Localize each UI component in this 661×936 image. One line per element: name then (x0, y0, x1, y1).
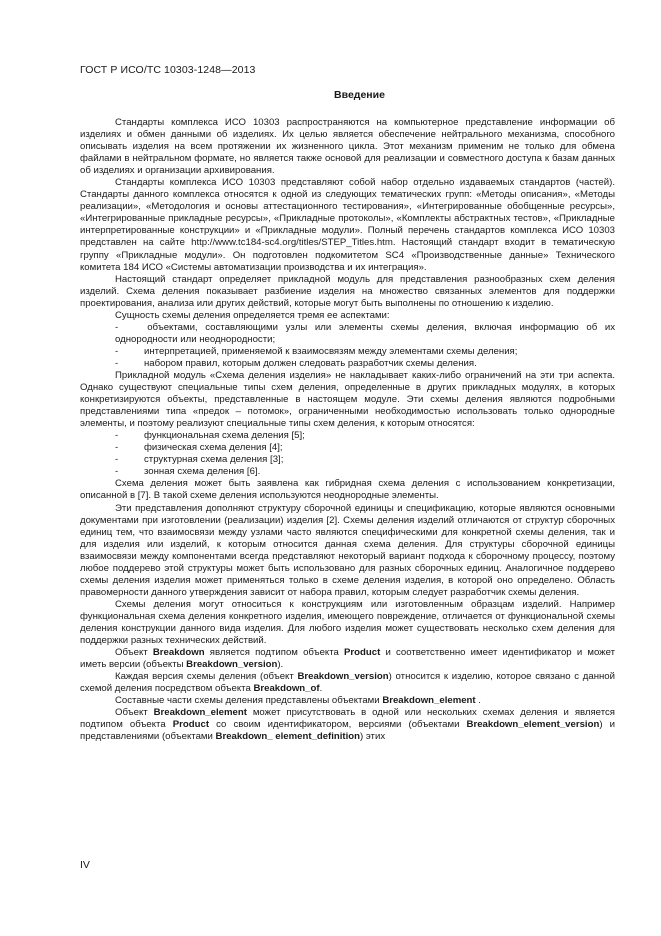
section-title: Введение (334, 89, 385, 101)
entity-name: Breakdown_version (186, 659, 278, 671)
standard-header: ГОСТ Р ИСО/ТС 10303-1248—2013 (80, 64, 256, 76)
paragraph-breakdown-element: Составные части схемы деления представлены объектами Breakdown_element . (115, 695, 481, 707)
entity-name: Breakdown (152, 647, 205, 659)
list-dash: - (115, 466, 119, 478)
entity-name: Breakdown_version (297, 671, 389, 683)
list-item: - набором правил, которым должен следовать разработчик схемы деления. (115, 357, 477, 369)
paragraph: Прикладной модуль «Схема деления изделия» не накладывает каких-либо ограничений на эти три аспекта. Однако существуют специальные типы схем деления, определенные в других прикладных модулях, в которых конкретизируются объекты, представленные в настоящем модуле. Эти схемы деления являются подробными представлениями типа «предок – потомок», ограниченными необходимостью использовать только однородные элементы, и поэтому реализуют специальные типы схем деления, к которым относятся: (80, 369, 615, 430)
paragraph: Сущность схемы деления определяется тремя ее аспектами: (115, 309, 390, 321)
page-number: IV (80, 859, 90, 871)
paragraph-breakdown-version: Каждая версия схемы деления (объект Breakdown_version) относится к изделию, которое связано с данной схемой деления посредством объекта Breakdown_of. (80, 671, 615, 695)
entity-name: Breakdown_element (153, 707, 247, 719)
list-dash: - (115, 454, 119, 466)
list-dash: - (115, 430, 119, 442)
entity-name: Breakdown_element_version (466, 719, 600, 731)
entity-name: Breakdown_element (382, 695, 476, 707)
paragraph: Стандарты комплекса ИСО 10303 распространяются на компьютерное представление информации об изделиях и обмен данными об изделиях. Их целью является обеспечение нейтрального механизма, способного описывать изделия на всем протяжении их жизненного цикла. Этот механизм применим не только для обмена файлами в нейтральном формате, но является также основой для реализации и совместного доступа к базам данных об изделиях и организации архивирования. (80, 117, 615, 177)
paragraph-breakdown-element-detail: Объект Breakdown_element может присутствовать в одной или нескольких схемах деления и является подтипом объекта Product со своим идентификатором, версиями (объектами Breakdown_element_version) и представлениями (объектами Breakdown_ element_definition) этих (80, 707, 615, 743)
entity-name: Breakdown_ element_definition (215, 731, 361, 743)
paragraph: Эти представления дополняют структуру сборочной единицы и спецификацию, которые являются основными документами при изготовлении (реализации) изделия [2]. Схемы деления изделий отличаются от структур сборочных единиц тем, что взаимосвязи между узлами часто являются специфическими для конкретной схемы деления, так и для изделия или изделий, к которым относится данная схема деления. Для структуры сборочной единицы взаимосвязи между компонентами всегда представляют некоторый вариант подхода к сборочному процессу, поэтому любое поддерево этой структуры может быть использовано для разных сборочных единиц. Аналогичное поддерево схемы деления изделия может применяться только в схеме деления изделия, в которой оно определено. Область правомерности данного утверждения зависит от набора правил, которым следует разработчик схемы деления. (80, 502, 615, 598)
entity-name: Breakdown_of (253, 683, 320, 695)
document-body (80, 117, 615, 743)
list-item: - структурная схема деления [3]; (115, 454, 284, 466)
list-item: - функциональная схема деления [5]; (115, 430, 305, 442)
paragraph: Схемы деления могут относиться к конструкциям или изготовленным образцам изделий. Например функциональная схема деления конкретного изделия, имеющего повреждение, отличается от функциональной схемы деления конструкции данного вида изделия. Для любого изделия может существовать несколько схем деления для поддержки разных технических действий. (80, 598, 615, 647)
entity-name: Product (344, 647, 381, 659)
list-item: - интерпретацией, применяемой к взаимосвязям между элементами схемы деления; (115, 345, 518, 357)
paragraph-breakdown: Объект Breakdown является подтипом объекта Product и соответственно имеет идентификатор и может иметь версии (объекты Breakdown_version). (80, 647, 616, 671)
paragraph: Схема деления может быть заявлена как гибридная схема деления с использованием конкретизации, описанной в [7]. В такой схеме деления используются неоднородные элементы. (80, 478, 615, 502)
paragraph: Стандарты комплекса ИСО 10303 представляют собой набор отдельно издаваемых стандартов (частей). Стандарты данного комплекса относятся к одной из следующих тематических групп: «Методы описания», «Методы реализации», «Методология и основы аттестационного тестирования», «Интегрированные обобщенные ресурсы», «Интегрированные прикладные ресурсы», «Прикладные протоколы», «Комплекты абстрактных тестов», «Прикладные интерпретированные конструкции» и «Прикладные модули». Полный перечень стандартов комплекса ИСО 10303 представлен на сайте http://www.tc184-sc4.org/titles/STEP_Titles.htm. Настоящий стандарт входит в тематическую группу «Прикладные модули». Он подготовлен подкомитетом SC4 «Производственные данные» Технического комитета 184 ИСО «Системы автоматизации производства и их интеграция». (80, 177, 615, 273)
list-dash: - (115, 345, 119, 357)
list-item: - физическая схема деления [4]; (115, 442, 283, 454)
list-dash: - (115, 357, 119, 369)
list-item: - зонная схема деления [6]. (115, 466, 261, 478)
paragraph: Настоящий стандарт определяет прикладной модуль для представления разнообразных схем деления изделий. Схема деления показывает разбиение изделия на множество связанных элементов для поддержки проектирования, анализа или других действий, которые могут быть выполнены по отношению к изделию. (80, 273, 615, 309)
list-dash: - (115, 442, 119, 454)
list-item: - объектами, составляющими узлы или элементы схемы деления, включая информацию об их однородности или неоднородности; (115, 321, 615, 345)
entity-name: Product (172, 719, 210, 731)
list-dash: - (115, 321, 119, 333)
